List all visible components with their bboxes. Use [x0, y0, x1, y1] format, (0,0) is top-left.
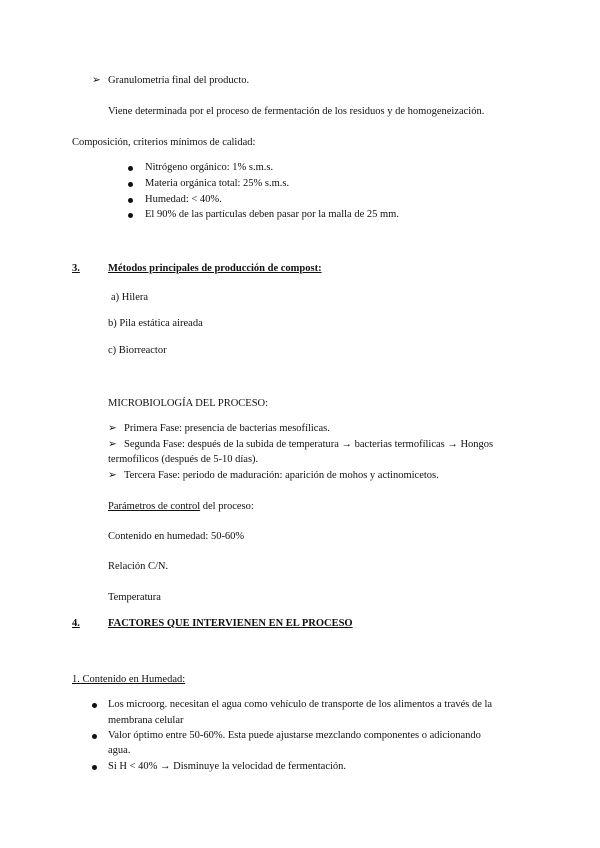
param-item: Relación C/N.: [108, 561, 169, 572]
composicion-item: Humedad: < 40%.: [145, 194, 222, 205]
bullet-dot-icon: [92, 765, 97, 770]
method-item: c) Biorreactor: [108, 345, 167, 356]
phase-item: ➢ Primera Fase: presencia de bacterias mesofílicas.: [108, 423, 330, 434]
phase-item: ➢ Segunda Fase: después de la subida de temperatura → bacterias termofílicas → Hongos: [108, 439, 494, 450]
humedad-item: Los microorg. necesitan el agua como vehículo de transporte de los alimentos a través de la: [108, 699, 493, 710]
humedad-title: 1. Contenido en Humedad:: [72, 674, 186, 685]
granulometria-title: Granulometría final del producto.: [108, 75, 250, 86]
method-item: a) Hilera: [111, 292, 149, 303]
bullet-dot-icon: [128, 213, 133, 218]
param-item: Contenido en humedad: 50-60%: [108, 531, 245, 542]
composicion-item: Nitrógeno orgánico: 1% s.m.s.: [145, 162, 274, 173]
bullet-dot-icon: [92, 703, 97, 708]
composicion-item: Materia orgánica total: 25% s.m.s.: [145, 178, 290, 189]
bullet-dot-icon: [92, 734, 97, 739]
bullet-dot-icon: [128, 166, 133, 171]
section4-number: 4.: [72, 618, 80, 629]
phase-item-continuation: termofílicos (después de 5-10 días).: [108, 454, 259, 465]
param-item: Temperatura: [108, 592, 161, 603]
method-item: b) Pila estática aireada: [108, 318, 203, 329]
section3-number: 3.: [72, 263, 80, 274]
bullet-dot-icon: [128, 182, 133, 187]
composicion-intro: Composición, criterios mínimos de calidad:: [72, 137, 256, 148]
params-label: Parámetros de control: [108, 501, 201, 512]
arrow-bullet-icon: ➢: [108, 439, 117, 450]
arrow-bullet-icon: ➢: [92, 75, 101, 86]
humedad-item-continuation: agua.: [108, 745, 131, 756]
section3-title: Métodos principales de producción de compost:: [108, 263, 322, 274]
granulometria-description: Viene determinada por el proceso de fermentación de los residuos y de homogeneización.: [108, 106, 485, 117]
arrow-bullet-icon: ➢: [108, 423, 117, 434]
params-heading: Parámetros de control del proceso:: [108, 501, 254, 512]
humedad-item: Si H < 40% → Disminuye la velocidad de fermentación.: [108, 761, 347, 772]
humedad-item-continuation: membrana celular: [108, 715, 184, 726]
arrow-bullet-icon: ➢: [108, 470, 117, 481]
microbiologia-title: MICROBIOLOGÍA DEL PROCESO:: [108, 398, 269, 409]
bullet-dot-icon: [128, 198, 133, 203]
phase-item: ➢ Tercera Fase: periodo de maduración: aparición de mohos y actinomicetos.: [108, 470, 439, 481]
humedad-item: Valor óptimo entre 50-60%. Esta puede ajustarse mezclando componentes o adicionando: [108, 730, 481, 741]
granulometria-heading: [92, 74, 249, 88]
composicion-item: El 90% de las partículas deben pasar por la malla de 25 mm.: [145, 209, 399, 220]
section4-title: FACTORES QUE INTERVIENEN EN EL PROCESO: [108, 618, 353, 629]
